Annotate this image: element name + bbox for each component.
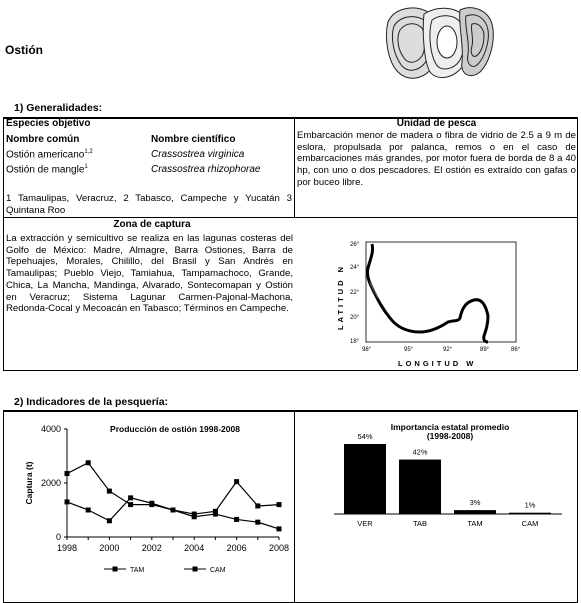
lon-tick: 89° [480, 347, 490, 353]
species-row-common: Ostión americano$^{1,2}$ [6, 149, 93, 161]
bar-chart-title: Importancia estatal promedio [390, 422, 510, 432]
data-point-cam [192, 512, 197, 517]
lat-tick: 18° [350, 339, 360, 345]
line-chart-title: Producción de ostión 1998-2008 [110, 424, 240, 434]
data-point-cam [277, 502, 282, 507]
scientific-name-header: Nombre científico [151, 134, 236, 145]
bar-chart [330, 420, 570, 540]
lat-tick: 20° [350, 315, 360, 321]
bar-category-label: CAM [521, 519, 539, 528]
legend-marker [113, 567, 118, 572]
series-line-cam [67, 463, 279, 514]
oyster-illustration [384, 2, 496, 86]
data-point-cam [255, 503, 260, 508]
lon-tick: 86° [511, 347, 521, 353]
legend-marker [193, 567, 198, 572]
map-lat-label: LATITUD N [336, 263, 345, 330]
bar-value-label: 42% [412, 447, 428, 457]
x-tick-label: 2004 [184, 543, 205, 553]
data-point-tam [255, 520, 260, 525]
bar-category-label: TAM [467, 519, 483, 528]
data-point-cam [107, 489, 112, 494]
bar-value-label: 1% [524, 500, 536, 510]
section-indicadores-heading: 2) Indicadores de la pesquería: [14, 396, 169, 408]
data-point-tam [128, 495, 133, 500]
series-line-tam [67, 498, 279, 529]
lon-tick: 92° [443, 347, 453, 353]
data-point-tam [107, 518, 112, 523]
zona-captura-header: Zona de captura [113, 219, 191, 230]
bar-ver [344, 444, 386, 514]
line-chart [4, 420, 294, 600]
y-axis-label: Captura (t) [24, 461, 34, 505]
unidad-pesca-text: Embarcación menor de madera o fibra de vidrio de 2.5 a 9 m de eslora, propulsada por palanca, remos o en el caso de embarcaciones más grandes, por motor fuera de borda de 8 a 40 hp, con uno o dos pescadores. El ostión es extraído con gafas o por buceo libre. [297, 130, 576, 188]
data-point-cam [128, 502, 133, 507]
species-row-common: Ostión de mangle$^1$ [6, 164, 88, 176]
bar-chart-subtitle: (1998-2008) [426, 431, 474, 441]
section-generalidades-heading: 1) Generalidades: [14, 102, 103, 114]
species-header: Especies objetivo [6, 118, 91, 129]
lat-tick: 22° [350, 290, 360, 296]
bar-cam [509, 513, 551, 514]
unidad-pesca-header: Unidad de pesca [396, 118, 477, 129]
data-point-cam [171, 508, 176, 513]
species-footnote: 1 Tamaulipas, Veracruz, 2 Tabasco, Campeche y Yucatán 3 Quintana Roo [6, 193, 292, 216]
lon-tick: 95° [404, 347, 414, 353]
bar-category-label: TAB [412, 519, 428, 528]
bar-category-label: VER [357, 519, 373, 528]
x-tick-label: 2008 [268, 543, 290, 553]
data-point-cam [213, 509, 218, 514]
common-name-header: Nombre común [6, 134, 80, 145]
species-row-scientific: Crassostrea virginica [151, 149, 245, 160]
x-tick-label: 2000 [99, 543, 120, 553]
bar-value-label: 54% [357, 432, 373, 441]
map-lon-label: LONGITUD W [398, 359, 477, 368]
species-row-scientific: Crassostrea rhizophorae [151, 164, 261, 175]
x-tick-label: 1998 [56, 543, 78, 553]
y-tick-label: 0 [55, 532, 61, 542]
zona-captura-text: La extracción y semicultivo se realiza en las lagunas costeras del Golfo de México: Madre, Almagre, Barra Ostiones, Barra de Tepehuajes, Morales, Chilillo, del Brasil y San Andrés en Tamaulipas; Pueblo Viejo, Tamiahua, Tampamachoco, Grande, Chica, La Mancha, Mandinga, Alvarado, Sontecomapan y Ostión en Veracruz; Sistema Lagunar Carmen-Pajonal-Machona, Redonda-Cocal y Mecoacán en Tabasco; Términos en Campeche. [6, 233, 293, 315]
data-point-cam [149, 502, 154, 507]
lat-tick: 24° [350, 265, 360, 271]
data-point-tam [86, 508, 91, 513]
lat-tick: 26° [350, 242, 360, 248]
data-point-tam [65, 499, 70, 504]
bar-value-label: 3% [469, 498, 481, 508]
x-tick-label: 2006 [226, 543, 247, 553]
y-tick-label: 2000 [40, 478, 61, 488]
legend-label: TAM [130, 567, 145, 574]
lon-tick: 98° [362, 347, 372, 353]
data-point-cam [86, 460, 91, 465]
legend-label: CAM [210, 567, 226, 574]
data-point-tam [234, 517, 239, 522]
data-point-tam [277, 526, 282, 531]
data-point-cam [65, 471, 70, 476]
y-tick-label: 4000 [40, 424, 61, 434]
gulf-map [330, 232, 530, 370]
bar-tab [399, 460, 441, 514]
page-title: Ostión [5, 43, 43, 57]
x-tick-label: 2002 [141, 543, 162, 553]
bar-tam [454, 510, 496, 514]
data-point-cam [234, 479, 239, 484]
